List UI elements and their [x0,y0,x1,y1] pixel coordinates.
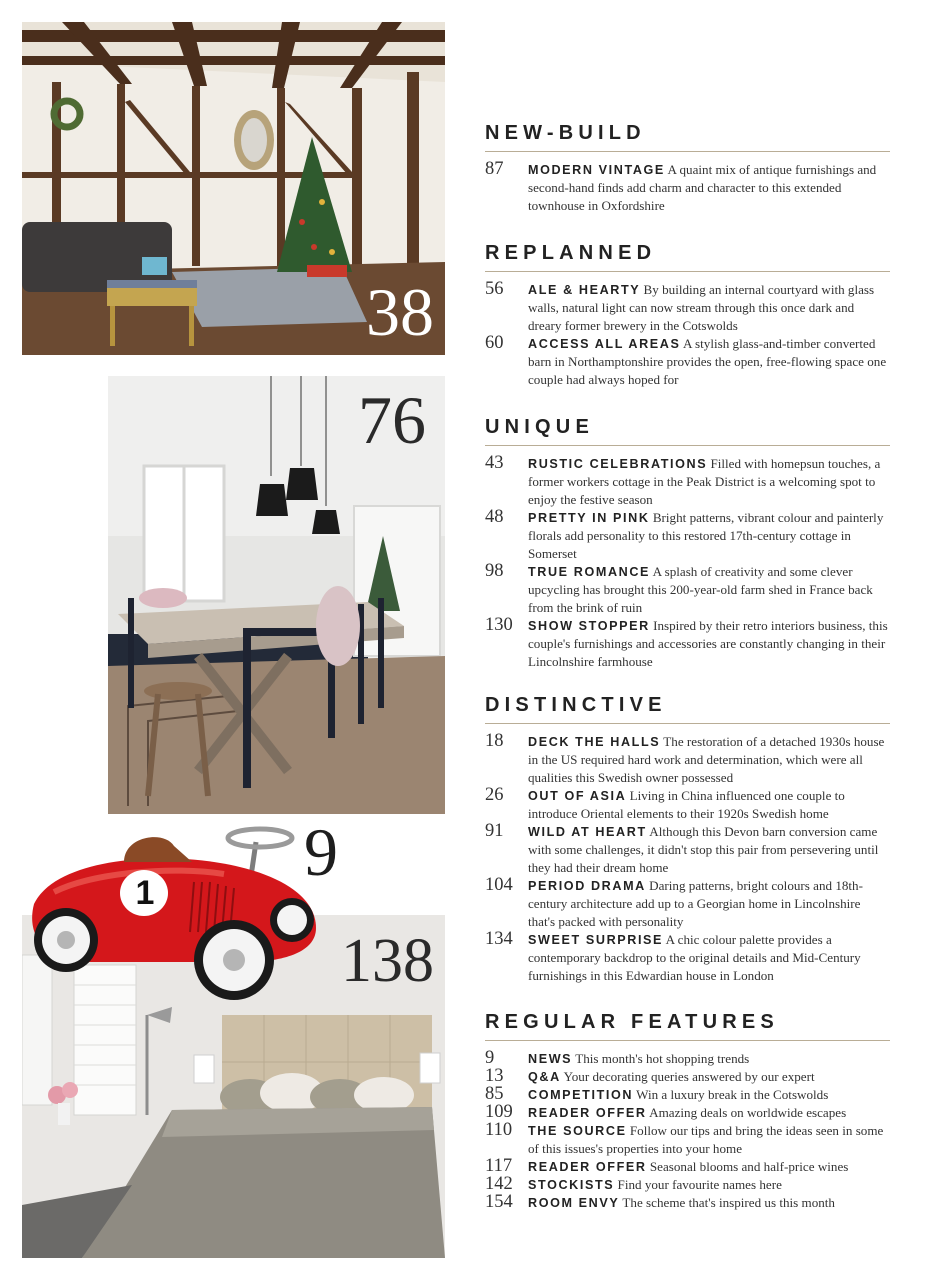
entry-page-number: 109 [485,1102,513,1122]
entry-page-number: 110 [485,1120,513,1140]
entry-description: Daring patterns, bright colours and 18th-century architecture add up to a Georgian home in Lincolnshire that's packed with personality [528,878,863,929]
entry-title: READER OFFER [528,1106,647,1120]
entry-page-number: 117 [485,1156,513,1176]
section-new-build [485,122,890,215]
entry-description: A splash of creativity and some clever upcycling has brought this 200-year-old farm shed in France back from the brink of ruin [528,564,873,615]
entry-description: Amazing deals on worldwide escapes [649,1105,847,1120]
entry-title: NEWS [528,1052,573,1066]
entry-description: Filled with homepsun touches, a former workers cottage in the Peak District is a welcoming spot to enjoy the festive season [528,456,881,507]
entry-description: Your decorating queries answered by our expert [563,1069,815,1084]
toc-entry[interactable] [485,335,890,389]
section-title: REPLANNED [485,242,890,272]
entry-title: SWEET SURPRISE [528,933,664,947]
toc-entry[interactable] [485,563,890,617]
entry-title: SHOW STOPPER [528,619,650,633]
entry-title: MODERN VINTAGE [528,163,665,177]
entry-title: PERIOD DRAMA [528,879,646,893]
entry-page-number: 43 [485,453,504,473]
entry-description: The restoration of a detached 1930s house in the US required hard work and determination, which were all qualities this Swedish owner possessed [528,734,885,785]
entry-description: By building an internal courtyard with glass walls, natural light can now stream through this once dark and dreary former brewery in the Cotswolds [528,282,875,333]
entry-description: This month's hot shopping trends [575,1051,750,1066]
entry-title: READER OFFER [528,1160,647,1174]
entry-title: RUSTIC CELEBRATIONS [528,457,708,471]
entry-page-number: 91 [485,821,504,841]
section-title: UNIQUE [485,416,890,446]
entry-page-number: 60 [485,333,504,353]
toc-entry[interactable] [485,1050,890,1068]
toc-entry[interactable] [485,281,890,335]
entry-description: A chic colour palette provides a contemporary backdrop to the original details and Mid-Century furnishings in this Edwardian house in London [528,932,861,983]
entry-title: STOCKISTS [528,1178,615,1192]
entry-description: Inspired by their retro interiors business, this couple's furnishings and accessories are constantly changing in their Lincolnshire farmhouse [528,618,888,669]
entry-page-number: 56 [485,279,504,299]
entry-title: COMPETITION [528,1088,634,1102]
entry-description: Win a luxury break in the Cotswolds [636,1087,829,1102]
toc-entry[interactable] [485,931,890,985]
entry-title: WILD AT HEART [528,825,647,839]
entry-description: Find your favourite names here [617,1177,782,1192]
toc-entry[interactable] [485,733,890,787]
toc-entry[interactable] [485,823,890,877]
entry-description: The scheme that's inspired us this month [622,1195,835,1210]
entry-description: Although this Devon barn conversion came with some challenges, it didn't stop this pair from persevering until they had their dream home [528,824,879,875]
photo-page-number-138: 138 [341,927,434,995]
section-title: REGULAR FEATURES [485,1011,890,1041]
toc-entry[interactable] [485,455,890,509]
entry-description: A quaint mix of antique furnishings and second-hand finds add charm and character to this extended townhouse in Oxfordshire [528,162,877,213]
section-regular-features [485,1011,890,1212]
entry-description: Bright patterns, vibrant colour and painterly florals add personality to this restored 17th-century cottage in Somerset [528,510,884,561]
toc-entry[interactable] [485,1086,890,1104]
entry-title: ALE & HEARTY [528,283,641,297]
entry-page-number: 104 [485,875,513,895]
entry-description: Living in China influenced one couple to introduce Oriental elements to their 1920s Swedish home [528,788,845,821]
entry-page-number: 85 [485,1084,504,1104]
toc-entry[interactable] [485,1122,890,1158]
toc-entry[interactable] [485,1176,890,1194]
photo-page-number-9: 9 [304,814,338,890]
section-title: NEW-BUILD [485,122,890,152]
entry-page-number: 13 [485,1066,504,1086]
entry-page-number: 87 [485,159,504,179]
entry-title: THE SOURCE [528,1124,627,1138]
section-distinctive [485,694,890,985]
entry-description: Follow our tips and bring the ideas seen in some of this issues's properties into your home [528,1123,884,1156]
toc-entry[interactable] [485,787,890,823]
entry-page-number: 18 [485,731,504,751]
entry-title: PRETTY IN PINK [528,511,650,525]
toc-entry[interactable] [485,1104,890,1122]
section-replanned [485,242,890,389]
entry-title: ACCESS ALL AREAS [528,337,681,351]
entry-page-number: 26 [485,785,504,805]
entry-title: OUT OF ASIA [528,789,627,803]
toc-entry[interactable] [485,161,890,215]
entry-title: DECK THE HALLS [528,735,661,749]
entry-description: A stylish glass-and-timber converted barn in Northamptonshire provides the open, free-flowing space one couple had always hoped for [528,336,887,387]
red-toy-car-illustration [24,822,324,1004]
toc-entry[interactable] [485,617,890,671]
toc-entry[interactable] [485,509,890,563]
photo-toy-car [24,822,324,1004]
section-unique [485,416,890,671]
photo-page-number-76: 76 [358,382,426,458]
toc-entry[interactable] [485,1194,890,1212]
section-title: DISTINCTIVE [485,694,890,724]
entry-page-number: 48 [485,507,504,527]
entry-description: Seasonal blooms and half-price wines [649,1159,849,1174]
entry-title: TRUE ROMANCE [528,565,651,579]
toc-entry[interactable] [485,1158,890,1176]
entry-title: ROOM ENVY [528,1196,620,1210]
entry-page-number: 98 [485,561,504,581]
entry-title: Q&A [528,1070,561,1084]
toc-entry[interactable] [485,1068,890,1086]
entry-page-number: 134 [485,929,513,949]
photo-page-number-38: 38 [366,274,434,350]
entry-page-number: 9 [485,1048,495,1068]
entry-page-number: 154 [485,1192,513,1212]
toc-entry[interactable] [485,877,890,931]
entry-page-number: 130 [485,615,513,635]
toy-car-number: 1 [135,874,155,912]
entry-page-number: 142 [485,1174,513,1194]
